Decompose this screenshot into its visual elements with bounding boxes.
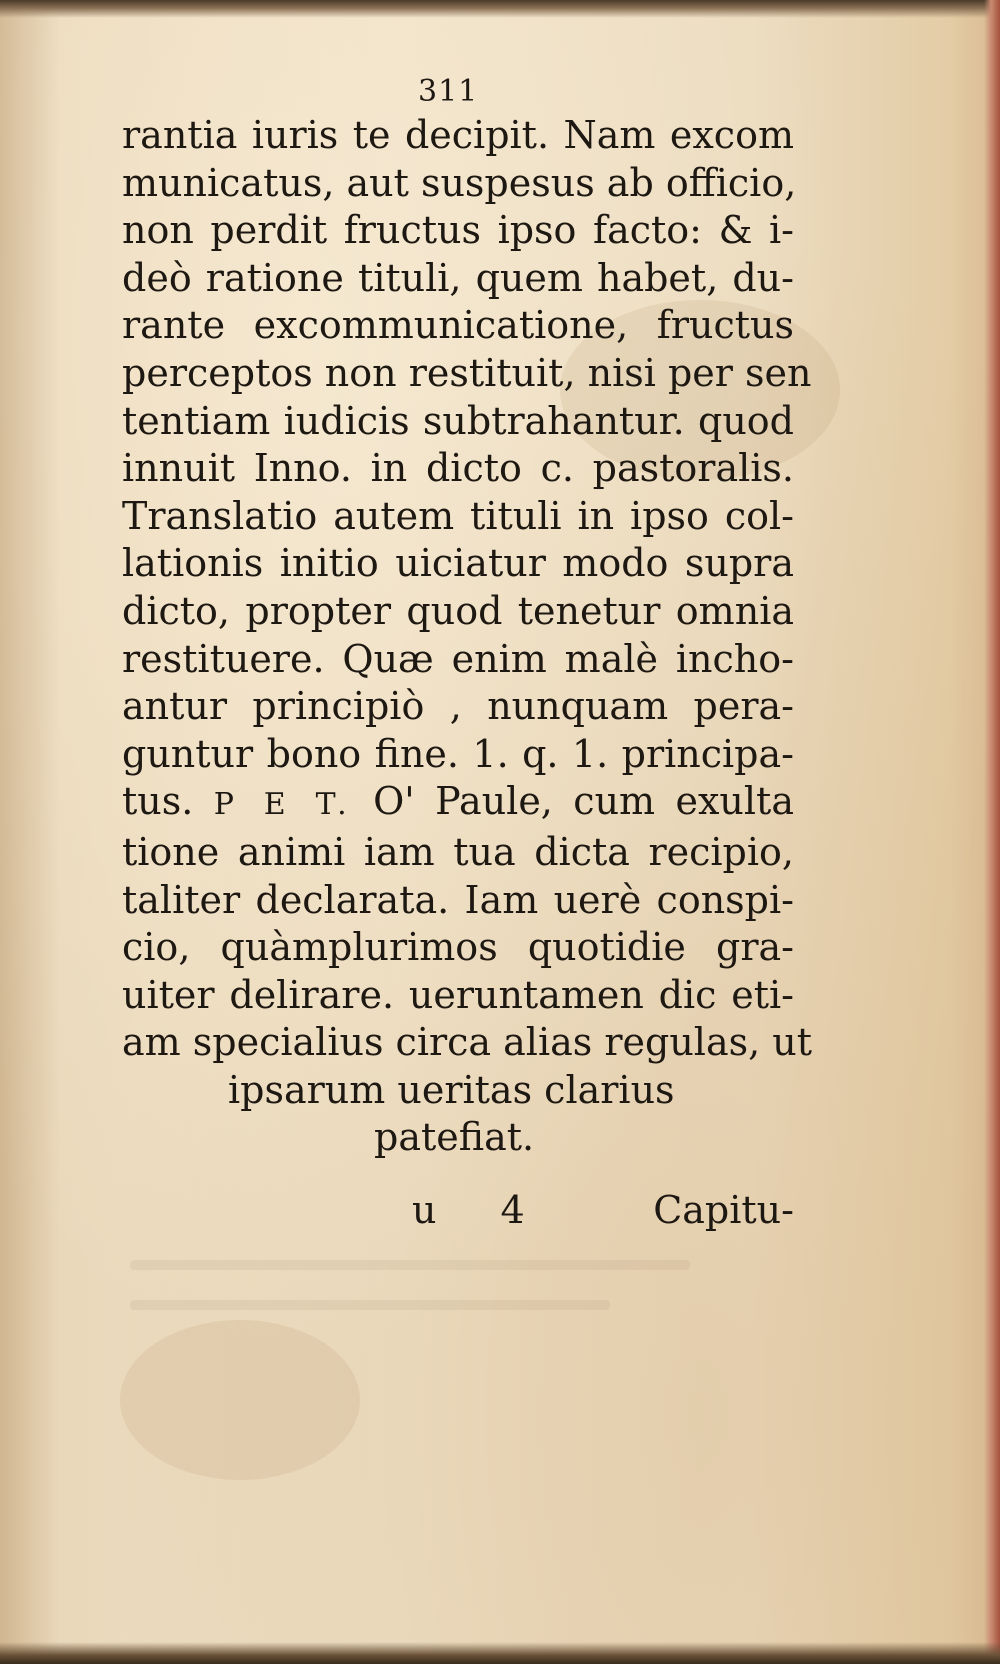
- paper-stain: [120, 1320, 360, 1480]
- text-line: dicto, propter quod tenetur omnia: [122, 588, 794, 633]
- page-number: 311: [418, 74, 479, 109]
- page-gutter-shadow: [0, 0, 60, 1664]
- text-line: antur principiò , nunquam pera-: [122, 684, 794, 729]
- show-through-text: [130, 1300, 610, 1310]
- page-right-edge: [984, 0, 1000, 1664]
- text-line: cio, quàmplurimos quotidie gra-: [122, 925, 794, 970]
- text-line: am specialius circa alias regulas, ut: [122, 1020, 813, 1065]
- text-fragment: tus.: [122, 779, 194, 824]
- speaker-label: P E T.: [213, 787, 353, 823]
- text-line: deò ratione tituli, quem habet, du-: [122, 255, 794, 300]
- page-bottom-edge: [0, 1642, 1000, 1664]
- closing-line: ipsarum ueritas clarius: [228, 1067, 675, 1112]
- text-line: restituere. Quæ enim malè incho-: [122, 636, 794, 681]
- text-line: rantia iuris te decipit. Nam excom: [122, 113, 794, 157]
- text-line: tione animi iam tua dicta recipio,: [122, 829, 794, 874]
- speaker-line: [122, 778, 794, 829]
- page-top-edge: [0, 0, 1000, 18]
- page-footer: [122, 1188, 794, 1236]
- text-line: uiter delirare. ueruntamen dic eti-: [122, 972, 794, 1017]
- text-fragment: O' Paule, cum exulta: [373, 779, 794, 824]
- text-line: municatus, aut suspesus ab officio,: [122, 160, 797, 205]
- text-line: perceptos non restituit, nisi per sen: [122, 350, 812, 395]
- text-line: innuit Inno. in dicto c. pastoralis.: [122, 446, 794, 491]
- text-line: rante excommunicatione, fructus: [122, 303, 794, 348]
- catchword: Capitu-: [653, 1188, 794, 1232]
- text-line: tentiam iudicis subtrahantur. quod: [122, 398, 794, 443]
- text-line: Translatio autem tituli in ipso col-: [122, 493, 794, 538]
- text-line: non perdit fructus ipso facto: & i-: [122, 208, 794, 253]
- body-text: [122, 112, 813, 1162]
- closing-line: patefiat.: [374, 1115, 535, 1160]
- text-line: taliter declarata. Iam uerè conspi-: [122, 877, 794, 922]
- text-line: lationis initio uiciatur modo supra: [122, 541, 794, 586]
- signature-mark: u 4: [412, 1188, 551, 1232]
- text-line: guntur bono fine. 1. q. 1. principa-: [122, 731, 794, 776]
- show-through-text: [130, 1260, 690, 1270]
